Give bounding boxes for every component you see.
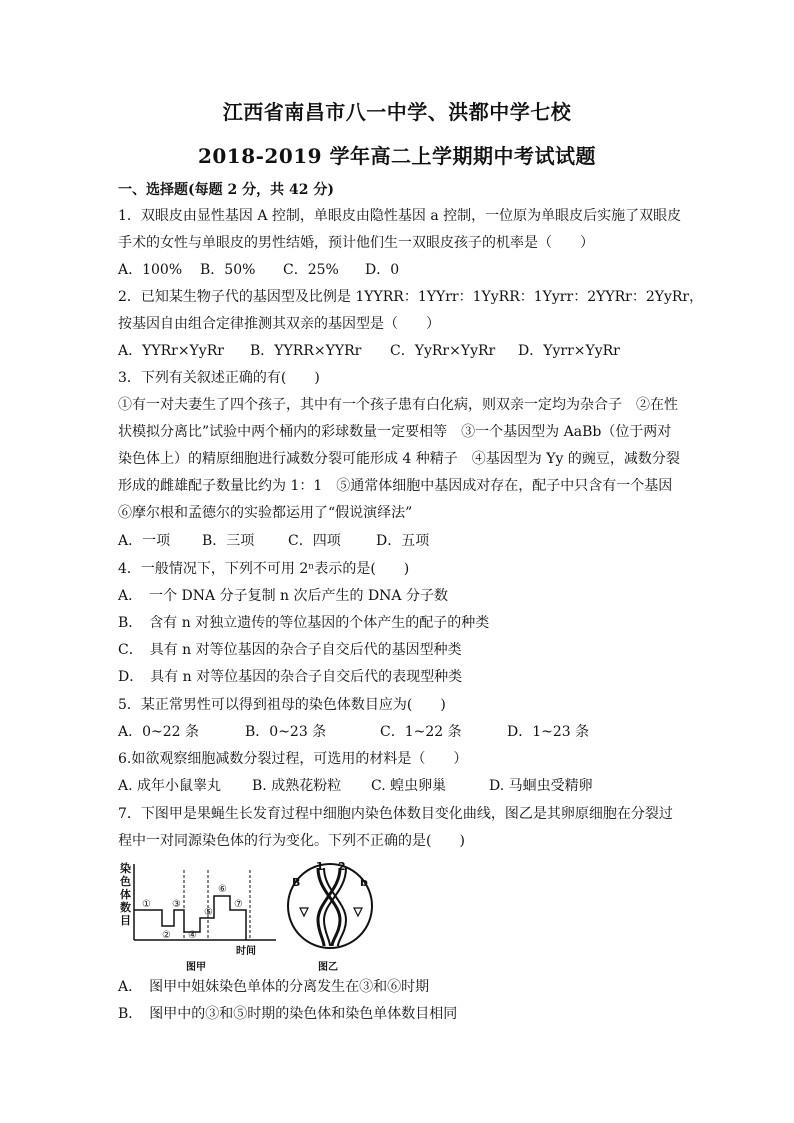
q1-stem-line2: 手术的女性与单眼皮的男性结婚，预计他们生一双眼皮孩子的机率是（ ） — [118, 235, 594, 251]
q6-stem-line1: 6.如欲观察细胞减数分裂过程，可选用的材料是（ ） — [118, 751, 468, 767]
q6-options — [118, 776, 593, 796]
q5-option-b: B．0~23 条 — [245, 724, 327, 740]
figure-a-xlabel: 时间 — [236, 946, 256, 957]
figure-a-ylabel-5: 目 — [120, 914, 131, 927]
q5-stem-line1: 5．某正常男性可以得到祖母的染色体数目应为( ) — [118, 697, 446, 713]
figure-b-label-1: 1 — [316, 862, 324, 873]
q3-option-b: B．三项 — [202, 533, 255, 549]
q5-option-c: C．1~22 条 — [380, 724, 462, 740]
q7-option-b: B． 图甲中的③和⑤时期的染色体和染色单体数目相同 — [118, 1006, 458, 1022]
figure-a-graph — [118, 862, 278, 972]
exam-title-line1: 江西省南昌市八一中学、洪都中学七校 — [222, 100, 572, 124]
q7-option-a: A． 图甲中姐妹染色单体的分离发生在③和⑥时期 — [118, 979, 430, 995]
exam-title-line2: 2018-2019 学年高二上学期期中考试试题 — [197, 144, 597, 168]
q4-option-a: A． 一个 DNA 分子复制 n 次后产生的 DNA 分子数 — [118, 588, 448, 604]
section-heading: 一、选择题(每题 2 分，共 42 分) — [118, 182, 334, 198]
q6-option-d: D. 马蛔虫受精卵 — [489, 778, 593, 794]
q3-stem-line1: 3．下列有关叙述正确的有( ) — [118, 370, 320, 386]
figure-a-stage-5: ⑤ — [204, 907, 213, 918]
q4-option-b: B． 含有 n 对独立遗传的等位基因的个体产生的配子的种类 — [118, 615, 490, 631]
figure-a-stage-2: ② — [162, 930, 171, 941]
q5-option-a: A．0~22 条 — [118, 724, 200, 740]
q1-options — [118, 260, 399, 280]
q4-option-c: C． 具有 n 对等位基因的杂合子自交后代的基因型种类 — [118, 642, 462, 658]
figure-b-label-B: B — [292, 876, 301, 889]
q1-option-c: C．25% — [283, 262, 339, 278]
figure-a-ylabel-3: 体 — [120, 888, 131, 901]
q3-option-a: A．一项 — [118, 533, 171, 549]
q2-stem-line1: 2．已知某生物子代的基因型及比例是 1YYRR：1YYrr：1YyRR：1Yyrr：2YYRr：2YyRr， — [118, 289, 704, 305]
q3-stem-line6: ⑥摩尔根和孟德尔的实验都运用了“假说演绎法” — [118, 505, 413, 521]
q1-stem-line1: 1．双眼皮由显性基因 A 控制，单眼皮由隐性基因 a 控制，一位原为单眼皮后实施了双眼皮 — [118, 208, 682, 224]
figure-b-diagram — [278, 862, 378, 972]
q3-option-d: D．五项 — [376, 533, 430, 549]
q1-option-b: B．50% — [200, 262, 256, 278]
q3-stem-line2: ①有一对夫妻生了四个孩子，其中有一个孩子患有白化病，则双亲一定均为杂合子 ②在性 — [118, 397, 678, 413]
figure-b-marker-right — [354, 908, 362, 916]
q7-figures — [118, 862, 418, 972]
q3-stem-line4: 染色体上）的精原细胞进行减数分裂可能形成 4 种精子 ④基因型为 Yy 的豌豆，减数分裂 — [118, 451, 680, 467]
q3-stem-line5: 形成的雌雄配子数量比约为 1：1 ⑤通常体细胞中基因成对存在，配子中只含有一个基因 — [118, 478, 673, 494]
figure-a-stage-1: ① — [142, 899, 151, 910]
figure-a-stage-4: ④ — [188, 930, 197, 941]
figure-a-ylabel-1: 染 — [120, 862, 131, 875]
figure-a-stage-6: ⑥ — [218, 884, 227, 895]
figure-a-ylabel-2: 色 — [120, 875, 131, 888]
q2-option-b: B．YYRR×YYRr — [250, 343, 362, 359]
q5-option-d: D．1~23 条 — [507, 724, 590, 740]
q2-option-d: D．Yyrr×YyRr — [518, 343, 620, 359]
q2-stem-line2: 按基因自由组合定律推测其双亲的基因型是（ ） — [118, 316, 440, 332]
q2-options — [118, 341, 620, 361]
figure-b-label-b: b — [360, 876, 368, 889]
q1-option-a: A．100% — [118, 262, 183, 278]
q6-option-a: A. 成年小鼠睾丸 — [118, 778, 222, 794]
figure-b-caption: 图乙 — [318, 962, 338, 972]
figure-a-ylabel-4: 数 — [120, 901, 131, 914]
q5-options — [118, 722, 589, 742]
q2-option-a: A．YYRr×YyRr — [118, 343, 224, 359]
figure-b-marker-left — [300, 908, 308, 916]
q4-option-d: D． 具有 n 对等位基因的杂合子自交后代的表现型种类 — [118, 669, 463, 685]
q3-options — [118, 531, 429, 551]
q2-option-c: C．YyRr×YyRr — [390, 343, 496, 359]
q7-stem-line2: 程中一对同源染色体的行为变化。下列不正确的是( ) — [118, 833, 465, 849]
q7-stem-line1: 7．下图甲是果蝇生长发育过程中细胞内染色体数目变化曲线，图乙是其卵原细胞在分裂过 — [118, 806, 673, 822]
q4-stem-line1: 4．一般情况下，下列不可用 2ⁿ表示的是( ) — [118, 561, 410, 577]
figure-b-label-2: 2 — [338, 862, 346, 873]
q6-option-c: C. 蝗虫卵巢 — [371, 778, 447, 794]
figure-a-stage-7: ⑦ — [234, 899, 243, 910]
q1-option-d: D．0 — [365, 262, 400, 278]
q6-option-b: B. 成熟花粉粒 — [252, 778, 342, 794]
figure-a-stage-3: ③ — [172, 899, 181, 910]
q3-stem-line3: 状模拟分离比”试验中两个桶内的彩球数量一定要相等 ③一个基因型为 AaBb（位于两对 — [118, 424, 672, 440]
figure-a-caption: 图甲 — [186, 962, 206, 972]
q3-option-c: C．四项 — [288, 533, 341, 549]
